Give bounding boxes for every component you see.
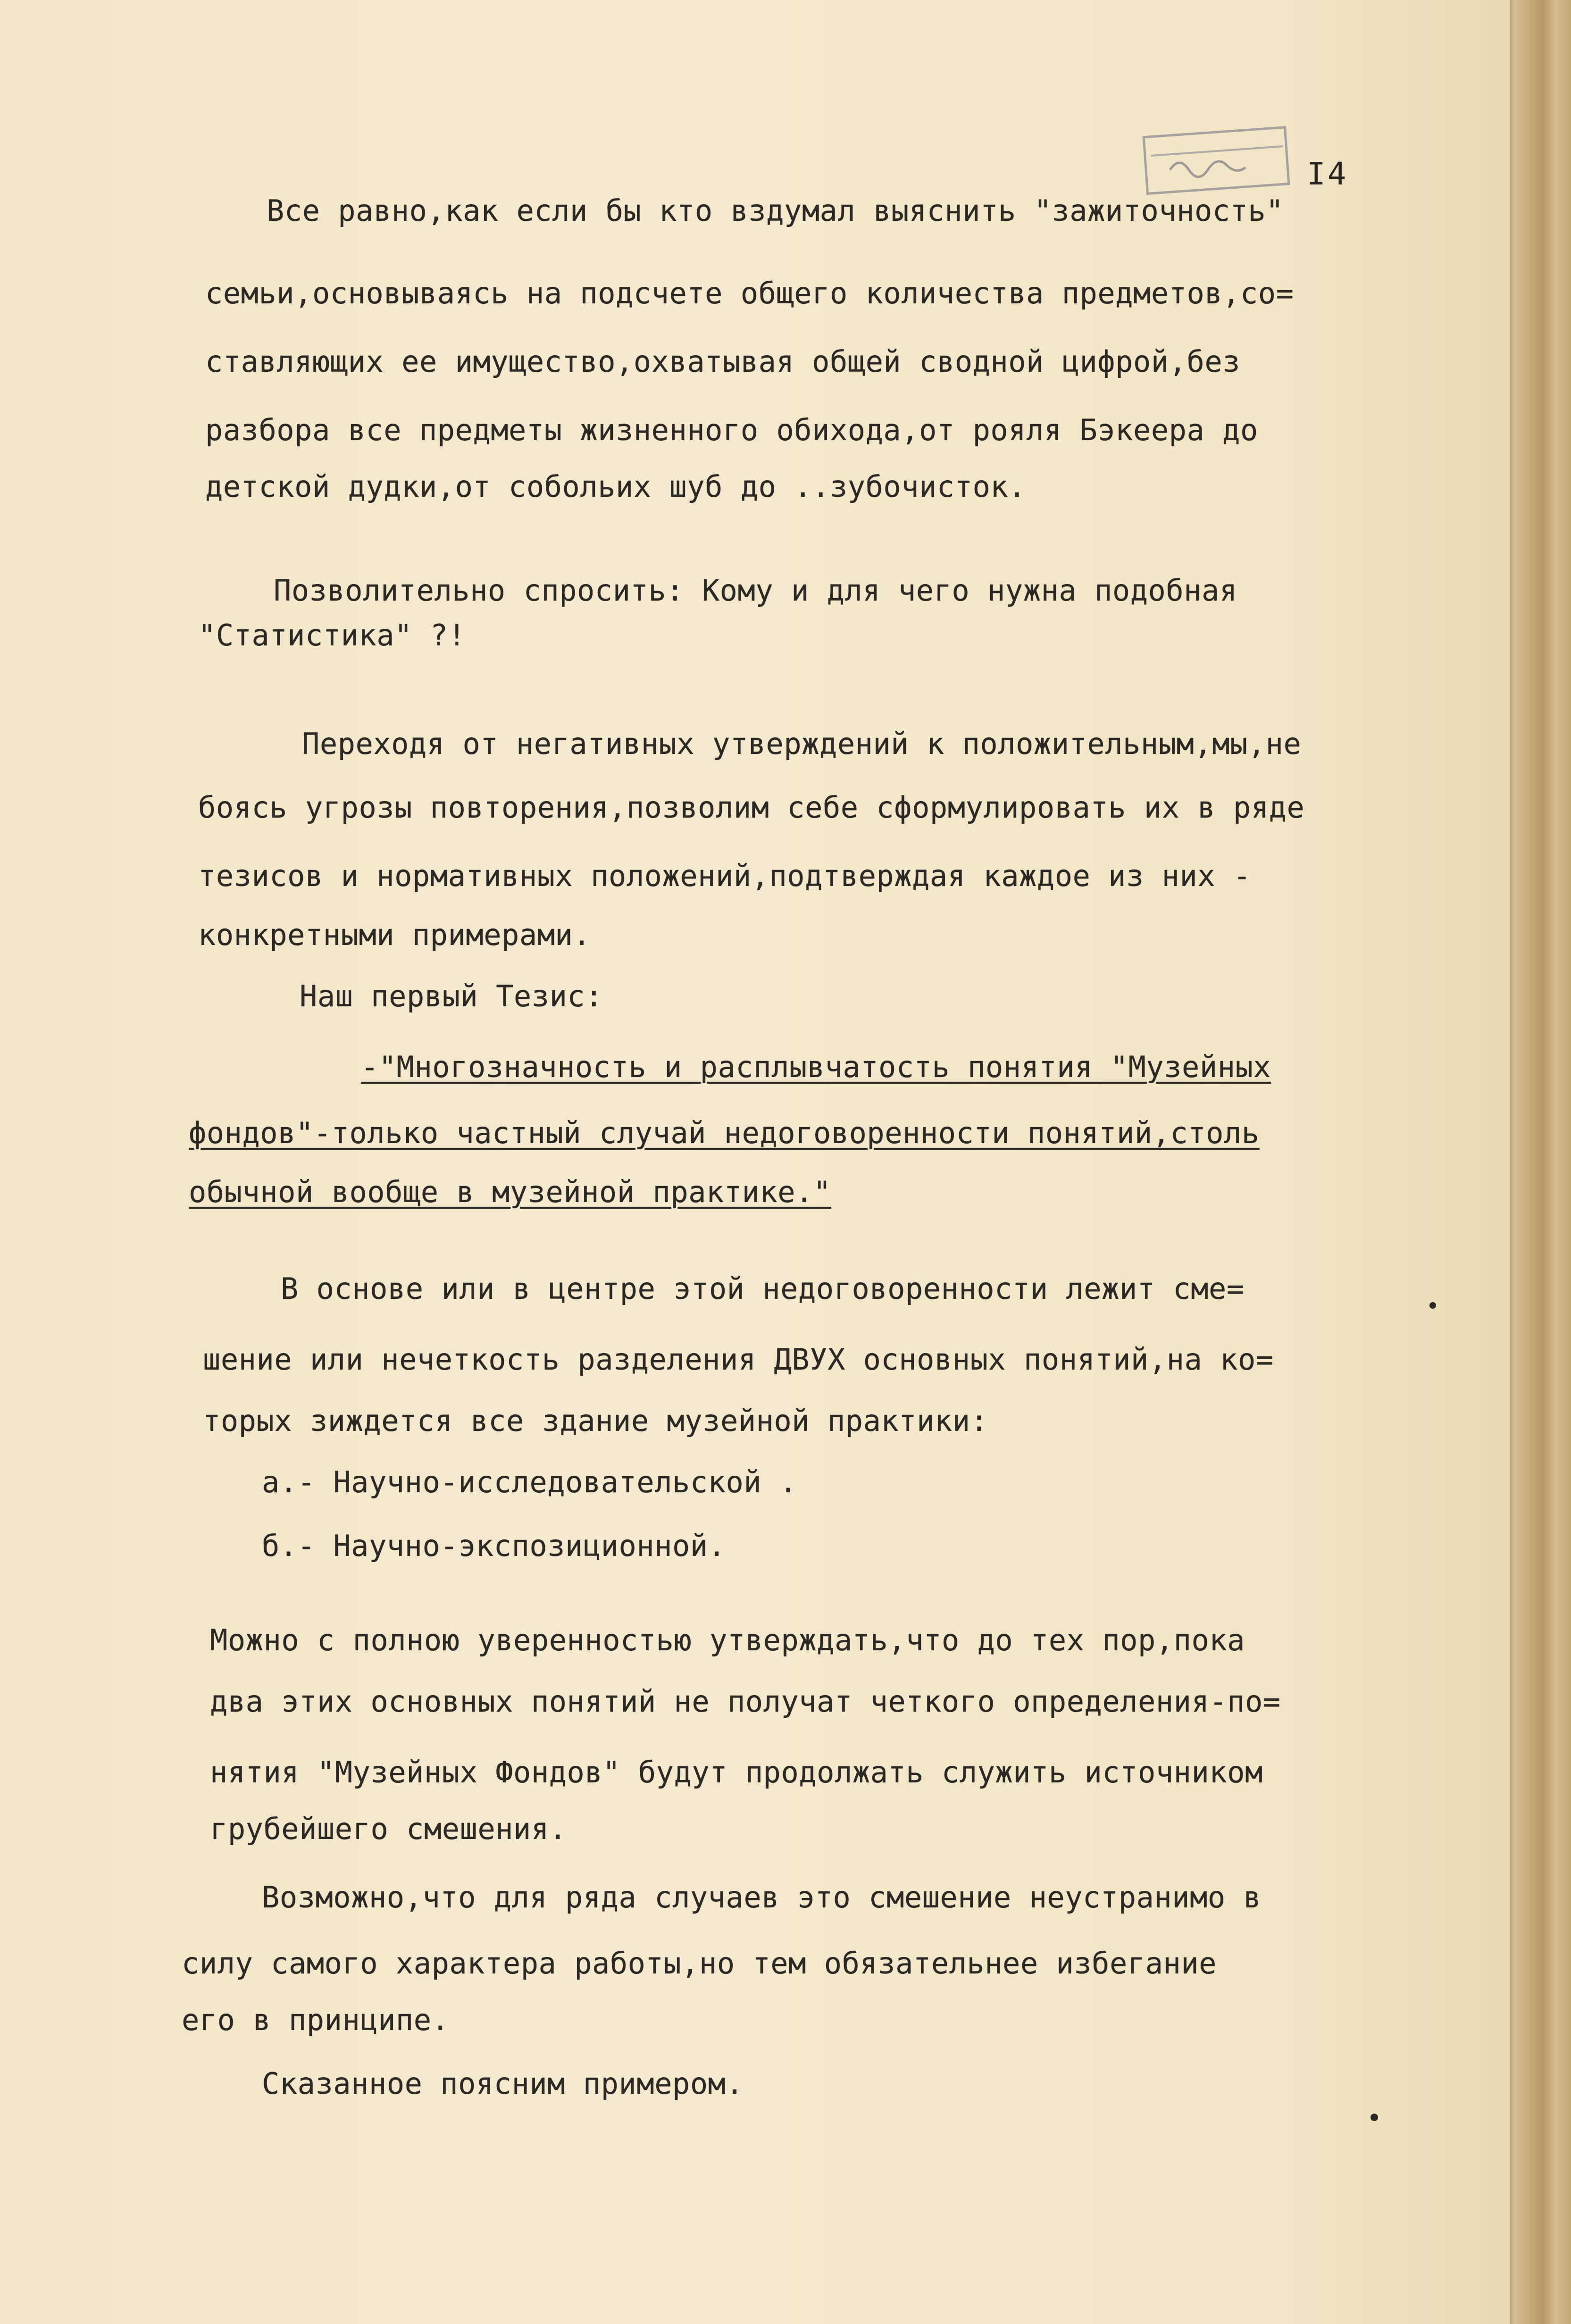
binding-spine	[1510, 0, 1571, 2324]
ink-spot	[1370, 2114, 1378, 2121]
text-line: нятия "Музейных Фондов" будут продолжать служить источником	[210, 1755, 1263, 1789]
archive-stamp-icon	[1142, 118, 1297, 198]
thesis-line: -"Многозначность и расплывчатость понятия "Музейных	[361, 1050, 1271, 1084]
text-line: силу самого характера работы,но тем обязательнее избегание	[182, 1946, 1217, 1981]
text-line: В основе или в центре этой недоговоренности лежит сме=	[281, 1271, 1245, 1306]
text-line: тезисов и нормативных положений,подтверждая каждое из них -	[198, 859, 1251, 893]
list-item: б.- Научно-экспозиционной.	[262, 1529, 726, 1563]
text-line: его в принципе.	[182, 2003, 450, 2037]
thesis-line: фондов"-только частный случай недоговоренности понятий,столь	[189, 1116, 1260, 1150]
text-line: Возможно,что для ряда случаев это смешение неустранимо в	[262, 1880, 1262, 1914]
text-line: грубейшего смешения.	[210, 1812, 567, 1846]
page-number: I4	[1307, 156, 1348, 192]
text-line: Сказанное поясним примером.	[262, 2066, 744, 2101]
text-line: ставляющих ее имущество,охватывая общей сводной цифрой,без	[205, 344, 1240, 379]
text-line: Можно с полною уверенностью утверждать,что до тех пор,пока	[210, 1623, 1245, 1657]
ink-spot	[1429, 1302, 1436, 1309]
text-line: боясь угрозы повторения,позволим себе сформулировать их в ряде	[198, 790, 1305, 825]
text-line: два этих основных понятий не получат четкого определения-по=	[210, 1684, 1281, 1719]
thesis-line: обычной вообще в музейной практике."	[189, 1175, 831, 1209]
text-line: семьи,основываясь на подсчете общего количества предметов,со=	[205, 276, 1294, 310]
text-line: торых зиждется все здание музейной практики:	[203, 1404, 988, 1438]
text-line: Переходя от негативных утверждений к положительным,мы,не	[302, 727, 1302, 761]
text-line: "Статистика" ?!	[198, 618, 466, 652]
text-line: разбора все предметы жизненного обихода,от рояля Бэкеера до	[205, 413, 1258, 447]
text-line: детской дудки,от собольих шуб до ..зубочисток.	[205, 469, 1027, 504]
text-line: конкретными примерами.	[198, 918, 591, 952]
text-line: Все равно,как если бы кто вздумал выяснить "зажиточность"	[267, 193, 1284, 228]
page-edge-shadow	[1510, 0, 1514, 2324]
text-line: Позволительно спросить: Кому и для чего нужна подобная	[274, 573, 1237, 608]
list-item: а.- Научно-исследовательской .	[262, 1465, 797, 1499]
text-line: шение или нечеткость разделения ДВУХ основных понятий,на ко=	[203, 1342, 1274, 1377]
text-line: Наш первый Тезис:	[300, 979, 603, 1013]
